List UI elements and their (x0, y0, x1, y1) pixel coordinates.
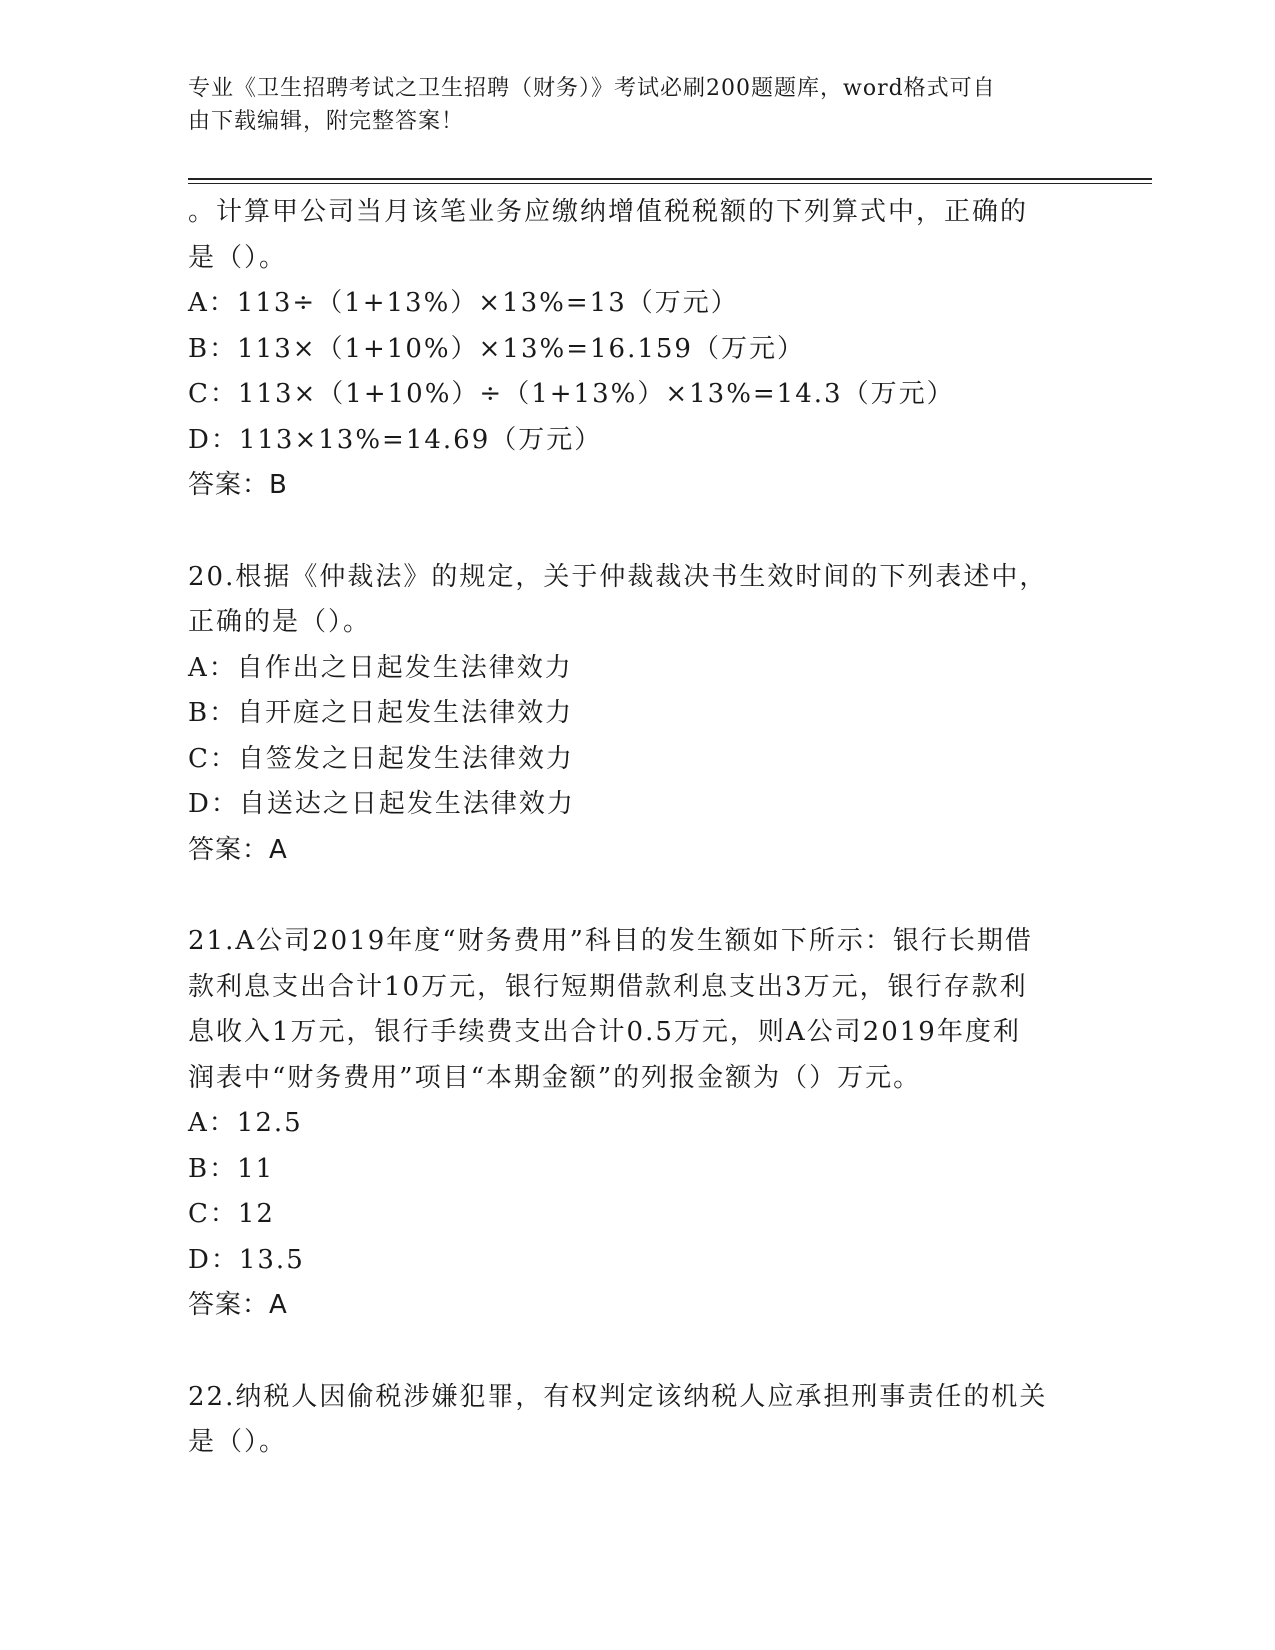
header-rule-thick (188, 178, 1152, 180)
answer-line: 答案：A (188, 1290, 288, 1320)
question-stem-line: 21.A公司2019年度“财务费用”科目的发生额如下所示：银行长期借 (188, 926, 1033, 956)
question-stem-line: 息收入1万元，银行手续费支出合计0.5万元，则A公司2019年度利 (188, 1017, 1021, 1047)
header-line-1: 专业《卫生招聘考试之卫生招聘（财务）》考试必刷200题题库，word格式可自 (188, 76, 996, 101)
question-20 (188, 555, 1088, 874)
option-b: B：自开庭之日起发生法律效力 (188, 698, 574, 728)
answer-line: 答案：B (188, 470, 288, 500)
header-line-2: 由下载编辑，附完整答案！ (188, 109, 465, 134)
question-stem-line: 是（）。 (188, 1427, 288, 1457)
option-c: C：113×（1+10%）÷（1+13%）×13%=14.3（万元） (188, 379, 955, 409)
question-22 (188, 1375, 1088, 1466)
question-stem-line: 润表中“财务费用”项目“本期金额”的列报金额为（）万元。 (188, 1062, 922, 1093)
option-a: A：自作出之日起发生法律效力 (188, 652, 573, 683)
option-c: C：自签发之日起发生法律效力 (188, 743, 574, 774)
question-21 (188, 919, 1088, 1329)
question-stem-line: 。计算甲公司当月该笔业务应缴纳增值税税额的下列算式中，正确的 (188, 197, 1029, 227)
option-d: D：自送达之日起发生法律效力 (188, 789, 575, 819)
question-stem-line: 款利息支出合计10万元，银行短期借款利息支出3万元，银行存款利 (188, 971, 1028, 1002)
option-d: D：13.5 (188, 1244, 305, 1275)
option-a: A：113÷（1+13%）×13%=13（万元） (188, 288, 739, 318)
question-stem-line: 是（）。 (188, 242, 288, 273)
question-19 (188, 190, 1088, 509)
spacer (188, 873, 1088, 919)
option-b: B：113×（1+10%）×13%=16.159（万元） (188, 333, 805, 364)
option-c: C：12 (188, 1199, 275, 1229)
question-stem-line: 正确的是（）。 (188, 607, 372, 637)
option-a: A：12.5 (188, 1108, 303, 1138)
header-rule-thin (188, 183, 1152, 184)
spacer (188, 1329, 1088, 1375)
question-stem-line: 20.根据《仲裁法》的规定，关于仲裁裁决书生效时间的下列表述中， (188, 561, 1048, 592)
question-stem-line: 22.纳税人因偷税涉嫌犯罪，有权判定该纳税人应承担刑事责任的机关 (188, 1381, 1048, 1412)
question-content (188, 190, 1088, 1466)
document-header (188, 72, 1068, 138)
option-b: B：11 (188, 1153, 275, 1184)
spacer (188, 509, 1088, 555)
option-d: D：113×13%=14.69（万元） (188, 424, 603, 455)
answer-line: 答案：A (188, 834, 288, 865)
